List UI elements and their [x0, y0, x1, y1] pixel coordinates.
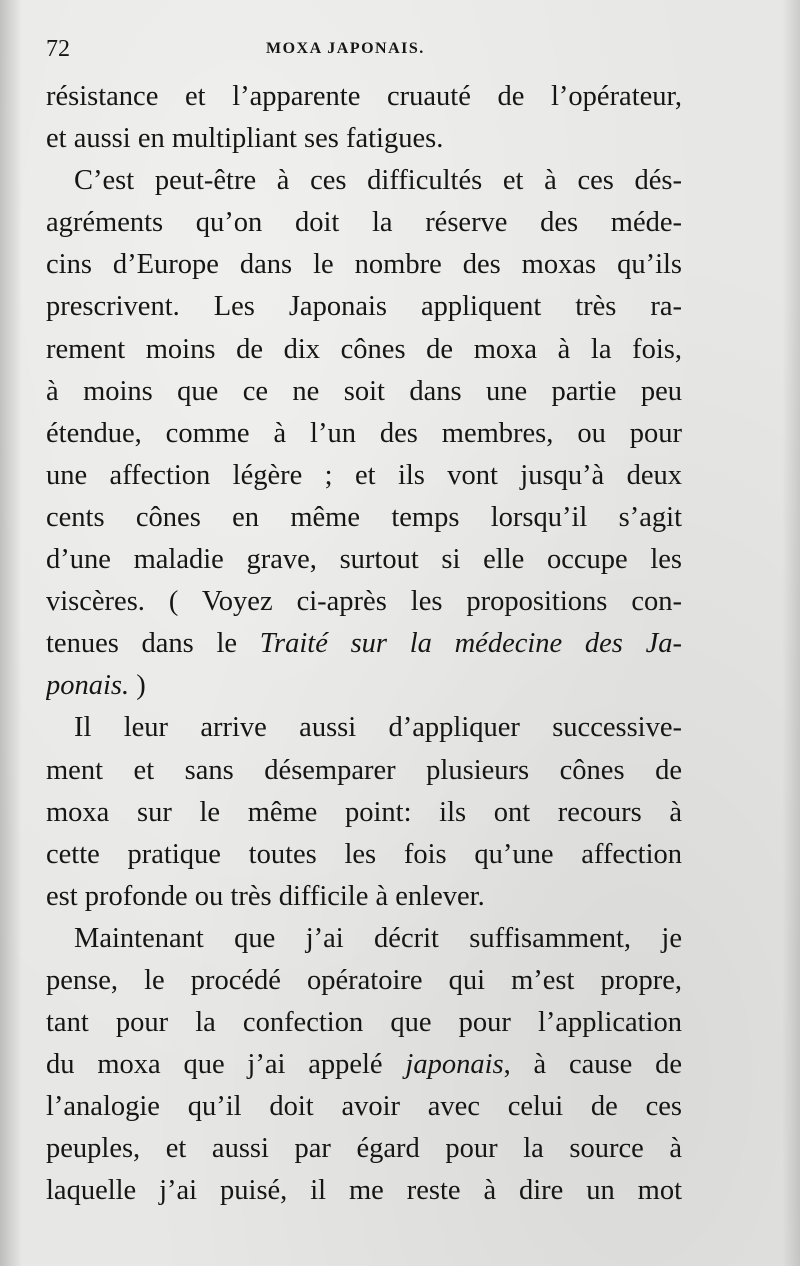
- text-line: l’analogie qu’il doit avoir avec celui de ces: [46, 1091, 682, 1123]
- text-line: rement moins de dix cônes de moxa à la fois,: [46, 333, 682, 365]
- page-number: 72: [46, 36, 70, 62]
- text-line: Il leur arrive aussi d’appliquer successive-: [74, 712, 682, 744]
- text-line: tant pour la confection que pour l’application: [46, 1007, 682, 1039]
- italic-word: japonais: [405, 1049, 504, 1081]
- italic-title: ponais.: [46, 670, 130, 702]
- text-segment: tenues dans le: [46, 628, 260, 660]
- italic-title: Traité sur la médecine des Ja-: [259, 628, 682, 660]
- text-segment: ): [129, 670, 146, 702]
- text-line: laquelle j’ai puisé, il me reste à dire un mot: [46, 1175, 682, 1207]
- text-line: cette pratique toutes les fois qu’une affection: [46, 838, 682, 870]
- text-segment: du moxa que j’ai appelé: [46, 1049, 406, 1081]
- text-line: [46, 623, 682, 665]
- text-line: d’une maladie grave, surtout si elle occupe les: [46, 544, 682, 576]
- running-head: [46, 32, 686, 66]
- body-text: [46, 76, 682, 1213]
- text-line: moxa sur le même point: ils ont recours à: [46, 796, 682, 828]
- text-line: à moins que ce ne soit dans une partie peu: [46, 375, 682, 407]
- text-line: [46, 1044, 682, 1086]
- text-line: cents cônes en même temps lorsqu’il s’agit: [46, 501, 682, 533]
- text-line: étendue, comme à l’un des membres, ou pour: [46, 417, 682, 449]
- text-line: C’est peut-être à ces difficultés et à ces dés-: [74, 165, 682, 197]
- text-line: agréments qu’on doit la réserve des méde-: [46, 207, 682, 239]
- text-line: est profonde ou très difficile à enlever.: [46, 880, 485, 912]
- text-line: prescrivent. Les Japonais appliquent très ra-: [46, 291, 682, 323]
- text-line: Maintenant que j’ai décrit suffisamment, je: [74, 922, 682, 954]
- text-line: une affection légère ; et ils vont jusqu’à deux: [46, 459, 682, 491]
- text-line: cins d’Europe dans le nombre des moxas qu’ils: [46, 249, 682, 281]
- text-line: peuples, et aussi par égard pour la source à: [46, 1133, 682, 1165]
- text-line: et aussi en multipliant ses fatigues.: [46, 123, 444, 155]
- text-line: viscères. ( Voyez ci-après les propositions con-: [46, 586, 682, 618]
- text-segment: , à cause de: [503, 1049, 682, 1081]
- running-title: MOXA JAPONAIS.: [266, 40, 425, 57]
- text-line: pense, le procédé opératoire qui m’est propre,: [46, 964, 682, 996]
- text-line: ment et sans désemparer plusieurs cônes de: [46, 754, 682, 786]
- text-line: résistance et l’apparente cruauté de l’opérateur,: [46, 81, 682, 112]
- text-line: [46, 665, 682, 707]
